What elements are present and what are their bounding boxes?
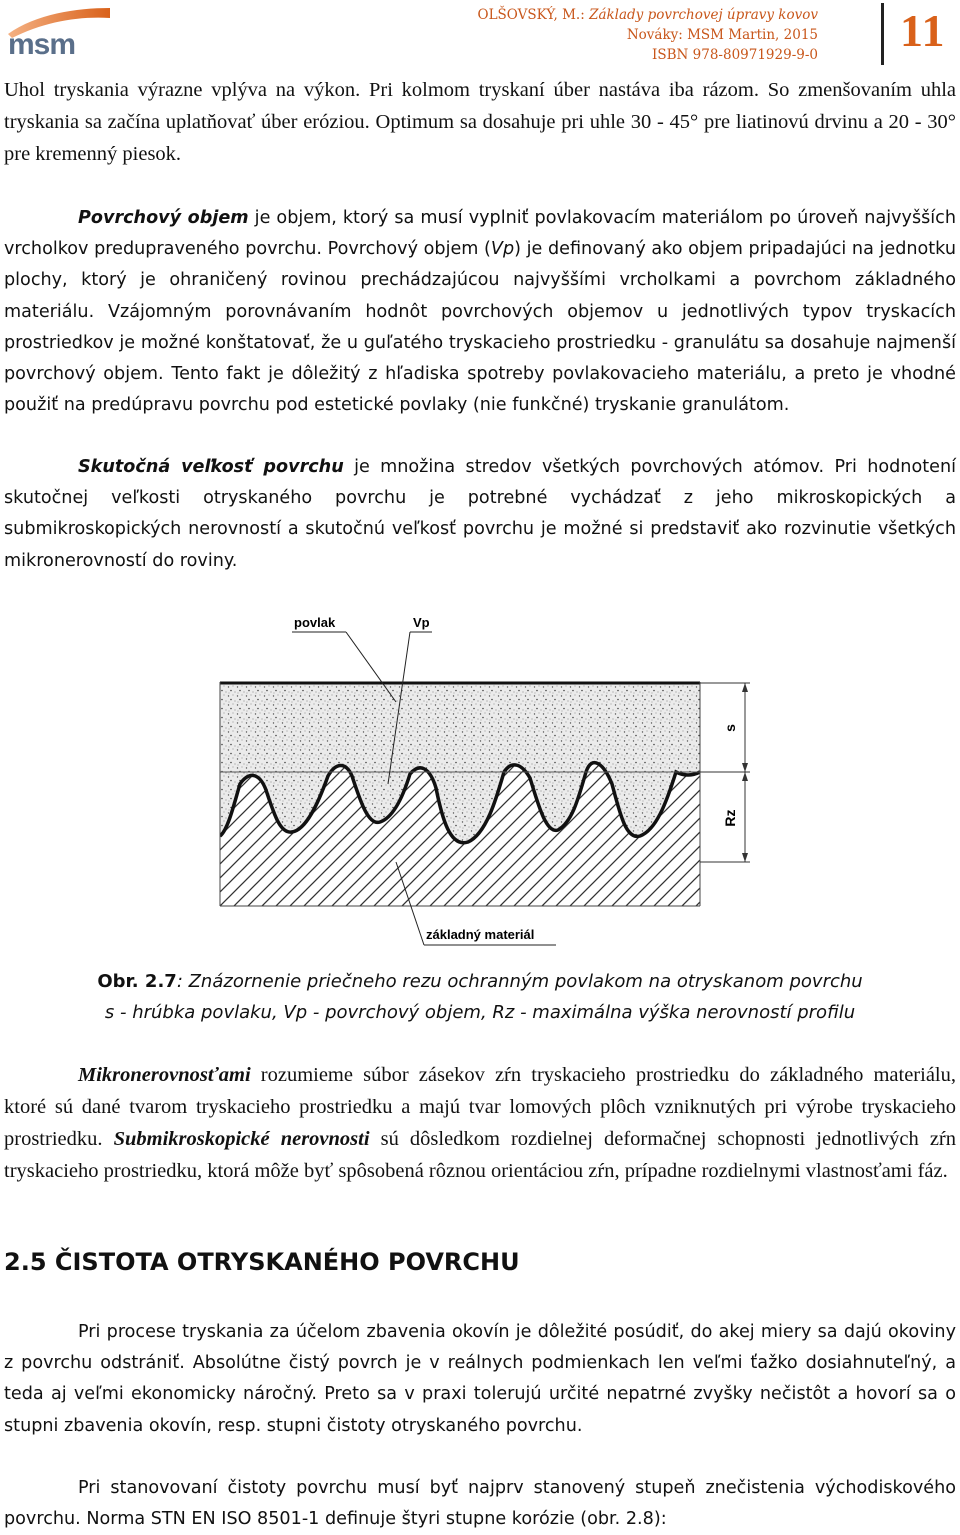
- paragraph-text: ) je definovaný ako objem pripadajúci na jednotku plochy, ktorý je ohraničený rovinou prechádzajúcou najvyššími vrcholkami a povrchom základného materiálu. Vzájomným porovnávaním hodnôt povrchových objemov u jednotlivých typov tryskacích prostriedkov je možné konštatovať, že u guľatého tryskacieho prostriedku - granulátu sa dosahuje najmenší povrchový objem. Tento fakt je dôležitý z hľadiska spotreby povlakovacieho materiálu, a preto je vhodné použiť na predúpravu povrchu pod estetické povlaky (nie funkčné) tryskanie granulátom.: [4, 239, 956, 416]
- paragraph-blasting-angle: Uhol tryskania výrazne vplýva na výkon. Pri kolmom tryskaní úber nastáva iba rázom. So zmenšovaním uhla tryskania sa začína uplatňovať úber eróziou. Optimum sa dosahuje pri uhle 30 - 45° pre liatinovú drvinu a 20 - 30° pre kremenný piesok.: [4, 79, 956, 165]
- header-title: Základy povrchovej úpravy kovov: [589, 7, 818, 23]
- paragraph-cleanliness: Pri procese tryskania za účelom zbavenia okovín je dôležité posúdiť, do akej miery sa dajú okoviny z povrchu odstrániť. Absolútne čistý povrch je v reálnych podmienkach len veľmi ťažko dosiahnuteľný, a teda aj veľmi ekonomicky náročný. Preto sa v praxi tolerujú určité nepatrné zvyšky nečistôt a hovorí sa o stupni zbavenia okovín, resp. stupni čistoty otryskaného povrchu.: [4, 1322, 956, 1436]
- msm-logo: [6, 6, 112, 60]
- paragraph-text: rozumieme súbor zásekov zŕn tryskacieho prostriedku do základného materiálu, ktoré sú dané tvarom tryskacieho prostriedku a majú tvar lomových plôch vzniknutých pri výrobe tryskacieho prostriedku.: [4, 1064, 956, 1150]
- coating-region: [220, 682, 700, 843]
- page-header: [0, 0, 960, 70]
- page-number: 11: [900, 5, 946, 56]
- header-isbn: ISBN 978-80971929-9-0: [652, 47, 818, 63]
- section-heading: 2.5 ČISTOTA OTRYSKANÉHO POVRCHU: [4, 1248, 520, 1276]
- cross-section-figure: [200, 604, 760, 954]
- paragraph-text: je množina stredov všetkých povrchových atómov. Pri hodnotení skutočnej veľkosti otryskaného povrchu je potrebné vychádzať z jeho mikroskopických a submikroskopických nerovností a skutočnú veľkosť povrchu je možné si predstaviť ako rozvinutie všetkých mikronerovností do roviny.: [4, 457, 956, 571]
- label-base-material: základný materiál: [426, 927, 535, 942]
- paragraph-micro-roughness: [4, 1059, 956, 1187]
- label-s: s: [722, 724, 738, 732]
- paragraph-surface-volume: [4, 203, 956, 421]
- term-real-surface-size: Skutočná veľkosť povrchu: [78, 457, 344, 477]
- term-submicroscopic: Submikroskopické nerovnosti: [113, 1128, 370, 1150]
- paragraph-real-surface: [4, 452, 956, 577]
- figure-caption: [0, 966, 960, 997]
- term-surface-volume: Povrchový objem: [78, 208, 249, 228]
- header-publisher: Nováky: MSM Martin, 2015: [626, 27, 818, 43]
- label-vp: Vp: [413, 615, 430, 630]
- logo-text: msm: [8, 28, 76, 60]
- term-micro-roughness: Mikronerovnosťami: [78, 1064, 251, 1086]
- figure-caption-title: : Znázornenie priečneho rezu ochranným povlakom na otryskanom povrchu: [176, 971, 863, 992]
- figure-legend: s - hrúbka povlaku, Vp - povrchový objem, Rz - maximálna výška nerovností profilu: [104, 1002, 856, 1023]
- figure-number: Obr. 2.7: [97, 971, 177, 992]
- paragraph-text: je objem, ktorý sa musí vyplniť povlakovacím materiálom po úroveň najvyšších vrcholkov predupraveného povrchu. Povrchový objem (: [4, 208, 956, 260]
- paragraph-corrosion-grades: Pri stanovovaní čistoty povrchu musí byť najprv stanovený stupeň znečistenia východiskového povrchu. Norma STN EN ISO 8501-1 definuje štyri stupne korózie (obr. 2.8):: [4, 1478, 956, 1530]
- symbol-vp: Vp: [490, 239, 515, 260]
- header-author: OLŠOVSKÝ, M.:: [477, 7, 590, 23]
- label-rz: Rz: [722, 809, 738, 827]
- label-povlak: povlak: [294, 615, 336, 630]
- header-divider: [881, 3, 884, 65]
- header-publication-info: [478, 5, 818, 65]
- paragraph-text: sú dôsledkom rozdielnej deformačnej schopnosti jednotlivých zŕn tryskacieho prostriedku, ktorá môže byť spôsobená rôznou orientáciou zŕn, prípadne rozdielnymi vlastnosťami fáz.: [4, 1128, 957, 1182]
